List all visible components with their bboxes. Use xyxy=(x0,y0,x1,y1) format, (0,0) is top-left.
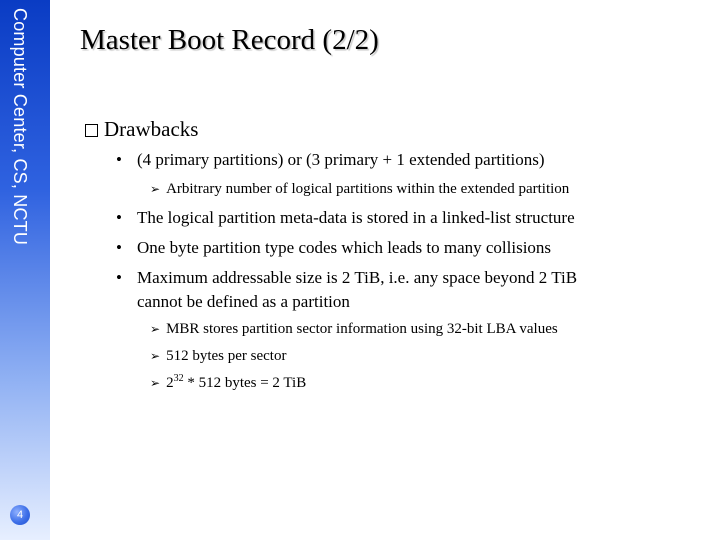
bullet-dot-icon: • xyxy=(116,208,122,227)
sub-bullet-item xyxy=(150,348,286,365)
sub-bullet-item xyxy=(150,181,569,198)
bullet-text: The logical partition meta-data is stored in a linked-list structure xyxy=(137,208,575,227)
bullet-text: One byte partition type codes which leads to many collisions xyxy=(137,238,552,257)
arrow-bullet-icon: ➢ xyxy=(150,182,161,196)
slide-title: Master Boot Record (2/2) xyxy=(80,24,379,56)
bullet-dot-icon: • xyxy=(116,150,122,169)
bullet-text: (4 primary partitions) or (3 primary + 1 extended partitions) xyxy=(137,150,545,169)
sub-bullet-text: 512 bytes per sector xyxy=(166,348,287,364)
formula-rest: * 512 bytes = 2 TiB xyxy=(183,375,307,391)
square-bullet-icon xyxy=(85,124,98,137)
arrow-bullet-icon: ➢ xyxy=(150,376,161,390)
sub-bullet-text: MBR stores partition sector information using 32-bit LBA values xyxy=(166,321,558,337)
sidebar-label: Computer Center, CS, NCTU xyxy=(10,8,30,246)
sub-bullet-item xyxy=(150,375,306,392)
arrow-bullet-icon: ➢ xyxy=(150,349,161,363)
bullet-text: Maximum addressable size is 2 TiB, i.e. any space beyond 2 TiB xyxy=(137,268,578,287)
sidebar xyxy=(0,0,50,540)
formula-exponent: 32 xyxy=(173,373,184,384)
sub-bullet-item xyxy=(150,321,558,338)
formula-base: 2 xyxy=(166,375,174,391)
arrow-bullet-icon: ➢ xyxy=(150,322,161,336)
page-number-badge: 4 xyxy=(10,505,30,525)
bullet-text: cannot be defined as a partition xyxy=(137,292,350,311)
heading-drawbacks xyxy=(85,117,198,142)
bullet-dot-icon: • xyxy=(116,268,122,287)
sub-bullet-text: Arbitrary number of logical partitions within the extended partition xyxy=(166,181,570,197)
bullet-dot-icon: • xyxy=(116,238,122,257)
heading-text: Drawbacks xyxy=(104,117,199,141)
